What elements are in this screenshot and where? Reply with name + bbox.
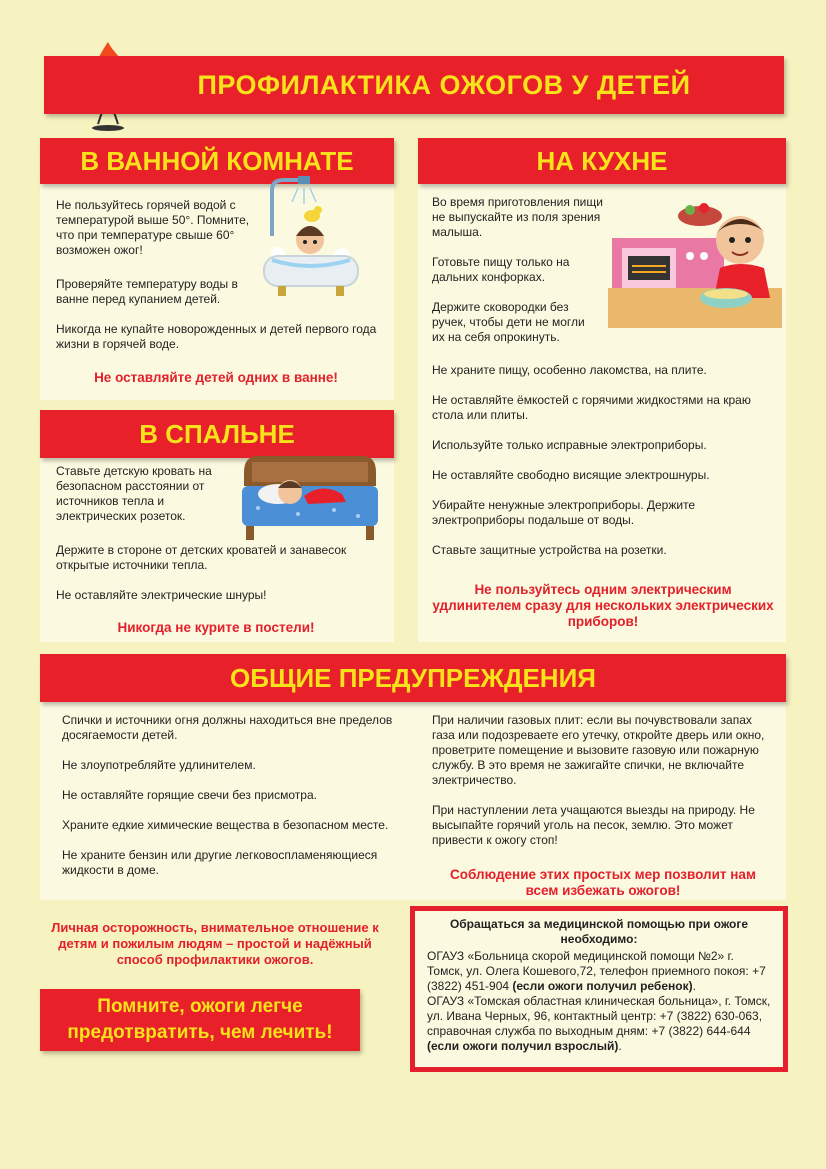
general-tip-3: Не оставляйте горящие свечи без присмотра. (62, 788, 317, 802)
general-right-text (432, 713, 772, 863)
medical-hospital-children: ОГАУЗ «Больница скорой медицинской помощи №2» г. Томск, ул. Олега Кошевого,72, телефон приемного покоя: +7 (3822) 451-904 (если ожоги получил ребенок). (427, 949, 766, 993)
bathroom-heading: В ВАННОЙ КОМНАТЕ (40, 138, 394, 184)
bed-illustration-icon (238, 452, 382, 542)
medical-hospital-adults: ОГАУЗ «Томская областная клиническая больница», г. Томск, ул. Ивана Черных, 96, контактный центр: +7 (3822) 630-063, справочная служба по выходным дням: +7 (3822) 644-644 (если ожоги получил взрослый). (427, 994, 771, 1053)
general-heading: ОБЩИЕ ПРЕДУПРЕЖДЕНИЯ (40, 654, 786, 702)
kitchen-tip-4: Не храните пищу, особенно лакомства, на плите. (432, 363, 707, 377)
kitchen-heading: НА КУХНЕ (418, 138, 786, 184)
general-tip-4: Храните едкие химические вещества в безопасном месте. (62, 818, 389, 832)
bedroom-text (56, 464, 228, 539)
bathroom-tip-1: Не пользуйтесь горячей водой с температурой выше 50°. Помните, что при температуре свыше 60° возможен ожог! (56, 198, 250, 257)
page-title: ПРОФИЛАКТИКА ОЖОГОВ У ДЕТЕЙ (44, 56, 784, 114)
bathroom-warning: Не оставляйте детей одних в ванне! (94, 370, 338, 385)
general-tip-6: При наличии газовых плит: если вы почувствовали запах газа или подозреваете его утечку, откройте дверь или окно, проветрите помещение и вызовите газовую или пожарную службу. В это время не зажигайте спички, не включайте электричество. (432, 713, 765, 787)
bedroom-heading: В СПАЛЬНЕ (40, 410, 394, 458)
kitchen-tip-1: Во время приготовления пищи не выпускайте из поля зрения малыша. (432, 195, 603, 239)
general-left-text (62, 713, 402, 893)
bathroom-tip-2: Проверяйте температуру воды в ванне перед купанием детей. (56, 277, 238, 306)
general-tip-1: Спички и источники огня должны находиться вне пределов досягаемости детей. (62, 713, 393, 742)
bathtub-illustration-icon (258, 176, 362, 306)
bathroom-tip-3: Никогда не купайте новорожденных и детей первого года жизни в горячей воде. (56, 322, 377, 351)
medical-info-title: Обращаться за медицинской помощью при ожоге необходимо: (449, 917, 749, 946)
bedroom-tip-2: Держите в стороне от детских кроватей и занавесок открытые источники тепла. (56, 543, 347, 572)
kitchen-tip-8: Убирайте ненужные электроприборы. Держите электроприборы подальше от воды. (432, 498, 696, 527)
kitchen-tip-3: Держите сковородки без ручек, чтобы дети не могли их на себя опрокинуть. (432, 300, 585, 344)
kitchen-warning: Не пользуйтесь одним электрическим удлинителем сразу для нескольких электрических приборов! (432, 582, 774, 629)
general-warning: Соблюдение этих простых мер позволит нам всем избежать ожогов! (450, 867, 756, 898)
kitchen-illustration-icon (608, 194, 782, 342)
kitchen-tip-5: Не оставляйте ёмкостей с горячими жидкостями на краю стола или плиты. (432, 393, 751, 422)
bedroom-text-2 (56, 543, 376, 618)
kitchen-tip-9: Ставьте защитные устройства на розетки. (432, 543, 667, 557)
general-tip-5: Не храните бензин или другие легковоспламеняющиеся жидкости в доме. (62, 848, 378, 877)
kitchen-tip-7: Не оставляйте свободно висящие электрошнуры. (432, 468, 710, 482)
bathroom-text (56, 198, 256, 273)
remember-banner: Помните, ожоги легче предотвратить, чем лечить! (40, 989, 360, 1051)
general-tip-7: При наступлении лета учащаются выезды на природу. Не высыпайте горячий уголь на песок, землю. Это может привести к ожогу стоп! (432, 803, 755, 847)
kitchen-tip-2: Готовьте пищу только на дальних конфорках. (432, 255, 570, 284)
kitchen-tip-6: Используйте только исправные электроприборы. (432, 438, 707, 452)
bedroom-tip-3: Не оставляйте электрические шнуры! (56, 588, 267, 602)
general-tip-2: Не злоупотребляйте удлинителем. (62, 758, 256, 772)
caution-note: Личная осторожность, внимательное отношение к детям и пожилым людям – простой и надёжный способ профилактики ожогов. (51, 920, 379, 967)
kitchen-text-top (432, 195, 604, 360)
bedroom-warning: Никогда не курите в постели! (117, 620, 315, 635)
kitchen-text-bottom (432, 363, 772, 573)
bedroom-tip-1: Ставьте детскую кровать на безопасном расстоянии от источников тепла и электрических розеток. (56, 464, 212, 523)
medical-info-box (410, 906, 788, 1072)
